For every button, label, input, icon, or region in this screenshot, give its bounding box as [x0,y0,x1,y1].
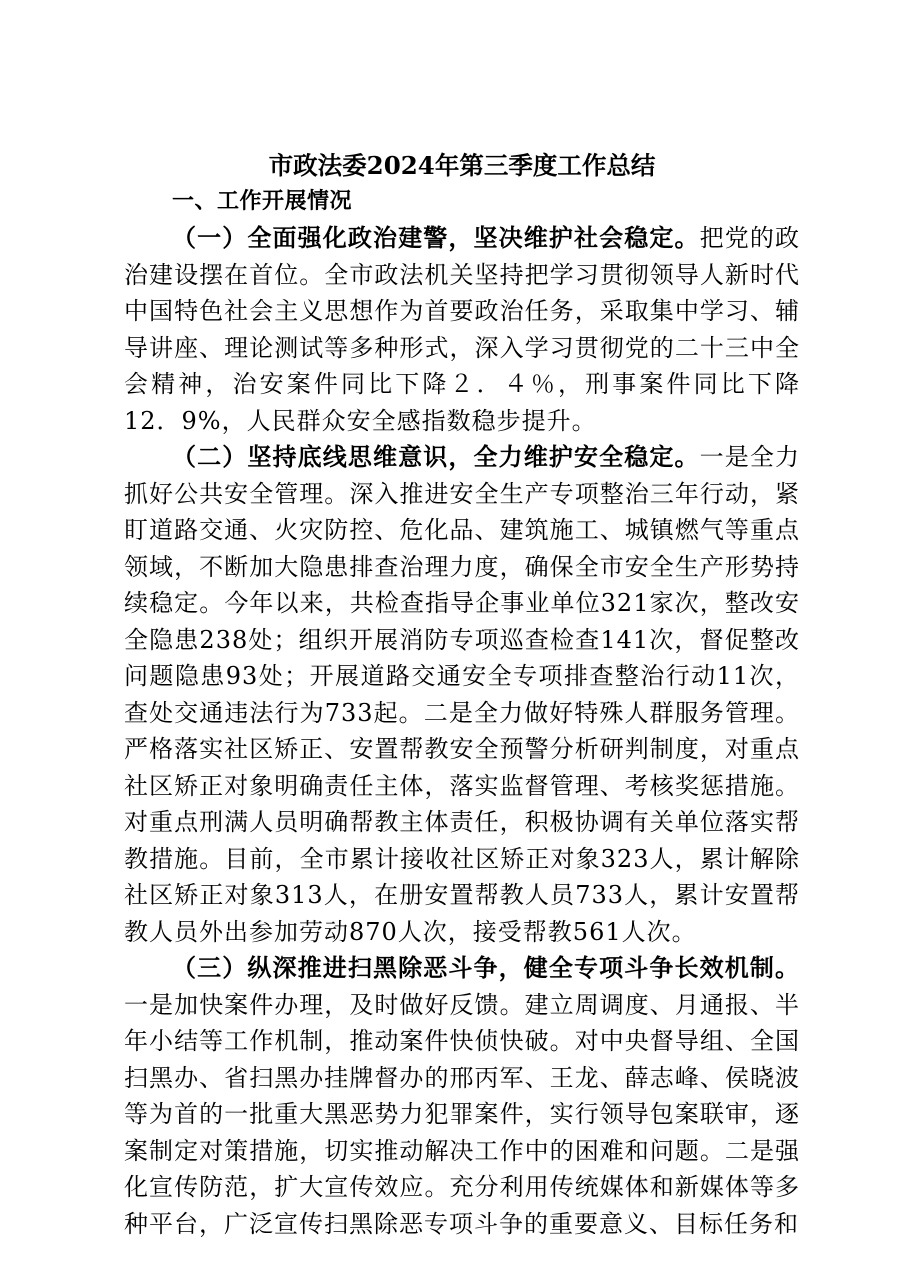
paragraph-2 [124,439,800,950]
paragraph-text: 把党的政治建设摆在首位。全市政法机关坚持把学习贯彻领导人新时代中国特色社会主义思想作为首要政治任务，采取集中学习、辅导讲座、理论测试等多种形式，深入学习贯彻党的二十三中全会精神，治安案件同比下降２．４％，刑事案件同比下降12．9%，人民群众安全感指数稳步提升。 [124,224,800,435]
paragraph-text: 一是全力抓好公共安全管理。深入推进安全生产专项整治三年行动，紧盯道路交通、火灾防控、危化品、建筑施工、城镇燃气等重点领域，不断加大隐患排查治理力度，确保全市安全生产形势持续稳定。今年以来，共检查指导企事业单位321家次，整改安全隐患238处；组织开展消防专项巡查检查141次，督促整改问题隐患93处；开展道路交通安全专项排查整治行动11次，查处交通违法行为733起。二是全力做好特殊人群服务管理。严格落实社区矫正、安置帮教安全预警分析研判制度，对重点社区矫正对象明确责任主体，落实监督管理、考核奖惩措施。对重点刑满人员明确帮教主体责任，积极协调有关单位落实帮教措施。目前，全市累计接收社区矫正对象323人，累计解除社区矫正对象313人，在册安置帮教人员733人，累计安置帮教人员外出参加劳动870人次，接受帮教561人次。 [124,443,800,946]
paragraph-3 [124,950,800,1242]
document-title: 市政法委2024年第三季度工作总结 [268,151,656,180]
paragraph-heading: （二）坚持底线思维意识，全力维护安全稳定。 [172,442,700,471]
paragraph-heading: （三）纵深推进扫黑除恶斗争，健全专项斗争长效机制。 [172,953,800,982]
document-body [124,148,800,1242]
paragraph-1 [124,220,800,439]
paragraph-text: 一是加快案件办理，及时做好反馈。建立周调度、月通报、半年小结等工作机制，推动案件快侦快破。对中央督导组、全国扫黑办、省扫黑办挂牌督办的邢丙军、王龙、薛志峰、侯晓波等为首的一批重大黑恶势力犯罪案件，实行领导包案联审，逐案制定对策措施，切实推动解决工作中的困难和问题。二是强化宣传防范，扩大宣传效应。充分利用传统媒体和新媒体等多种平台，广泛宣传扫黑除恶专项斗争的重要意义、目标任务和 [124,990,800,1238]
section-heading: 一、工作开展情况 [172,189,353,214]
paragraph-heading: （一）全面强化政治建警，坚决维护社会稳定。 [172,223,700,252]
